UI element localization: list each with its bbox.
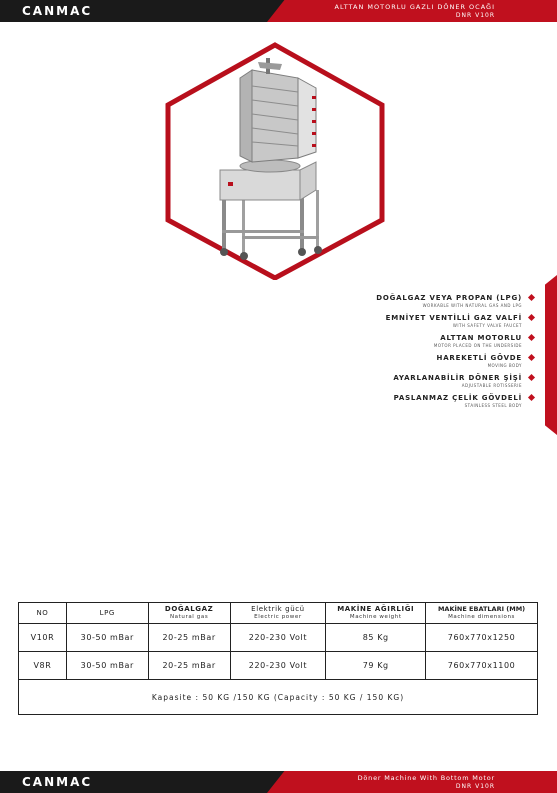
feature-title: PASLANMAZ ÇELİK GÖVDELİ <box>393 394 522 402</box>
footer-title: Döner Machine With Bottom Motor <box>357 774 495 782</box>
feature-title: ALTTAN MOTORLU <box>440 334 522 342</box>
cell-dimensions: 760x770x1250 <box>426 624 538 652</box>
feature-title: EMNİYET VENTİLLİ GAZ VALFİ <box>385 314 522 322</box>
feature-subtitle: MOTOR PLACED ON THE UNDERSIDE <box>433 343 522 348</box>
feature-item <box>300 354 534 368</box>
feature-title: AYARLANABİLİR DÖNER ŞİŞİ <box>393 374 522 382</box>
feature-title: HAREKETLİ GÖVDE <box>436 354 522 362</box>
feature-title: DOĞALGAZ VEYA PROPAN (LPG) <box>376 294 522 302</box>
cell-natural-gas: 20-25 mBar <box>148 652 230 680</box>
page-footer <box>0 771 557 793</box>
cell-lpg: 30-50 mBar <box>66 624 148 652</box>
col-header-dimensions: MAKİNE EBATLARI (MM) Machine dimensions <box>426 603 538 624</box>
feature-item <box>300 314 534 328</box>
feature-subtitle: WORKABLE WITH NATURAL GAS AND LPG <box>422 303 522 308</box>
product-image-frame <box>160 40 390 280</box>
feature-item <box>300 394 534 408</box>
header-model: DNR V10R <box>455 12 495 19</box>
feature-item <box>300 374 534 388</box>
table-row <box>19 652 538 680</box>
diamond-bullet-icon <box>528 314 535 321</box>
side-tab-marker <box>545 275 557 435</box>
table-header-row <box>19 603 538 624</box>
feature-subtitle: STAINLESS STEEL BODY <box>464 403 522 408</box>
diamond-bullet-icon <box>528 394 535 401</box>
cell-dimensions: 760x770x1100 <box>426 652 538 680</box>
col-header-electric-power: Elektrik gücü Electric power <box>230 603 326 624</box>
cell-lpg: 30-50 mBar <box>66 652 148 680</box>
cell-weight: 85 Kg <box>326 624 426 652</box>
footer-brand-logo: CANMAC <box>22 775 93 789</box>
cell-electric-power: 220-230 Volt <box>230 624 326 652</box>
doner-machine-illustration <box>160 40 390 280</box>
footer-model: DNR V10R <box>455 783 495 790</box>
page-header <box>0 0 557 22</box>
feature-subtitle: WITH SAFETY VALVE FAUCET <box>452 323 522 328</box>
capacity-row <box>19 680 538 715</box>
diamond-bullet-icon <box>528 294 535 301</box>
col-header-weight: MAKİNE AĞIRLIĞI Machine weight <box>326 603 426 624</box>
feature-item <box>300 294 534 308</box>
feature-list <box>300 294 534 414</box>
cell-electric-power: 220-230 Volt <box>230 652 326 680</box>
col-header-natural-gas: DOĞALGAZ Natural gas <box>148 603 230 624</box>
brand-logo: CANMAC <box>22 4 93 18</box>
col-header-no: NO <box>19 603 67 624</box>
feature-subtitle: ADJUSTABLE ROTISSERIE <box>461 383 522 388</box>
diamond-bullet-icon <box>528 354 535 361</box>
col-header-lpg: LPG <box>66 603 148 624</box>
spec-table <box>18 602 538 715</box>
table-row <box>19 624 538 652</box>
diamond-bullet-icon <box>528 374 535 381</box>
diamond-bullet-icon <box>528 334 535 341</box>
capacity-cell: Kapasite : 50 KG /150 KG (Capacity : 50 KG / 150 KG) <box>19 680 538 715</box>
feature-subtitle: MOVING BODY <box>487 363 522 368</box>
cell-weight: 79 Kg <box>326 652 426 680</box>
cell-no: V10R <box>19 624 67 652</box>
cell-natural-gas: 20-25 mBar <box>148 624 230 652</box>
header-title: ALTTAN MOTORLU GAZLI DÖNER OCAĞI <box>334 3 495 11</box>
cell-no: V8R <box>19 652 67 680</box>
feature-item <box>300 334 534 348</box>
